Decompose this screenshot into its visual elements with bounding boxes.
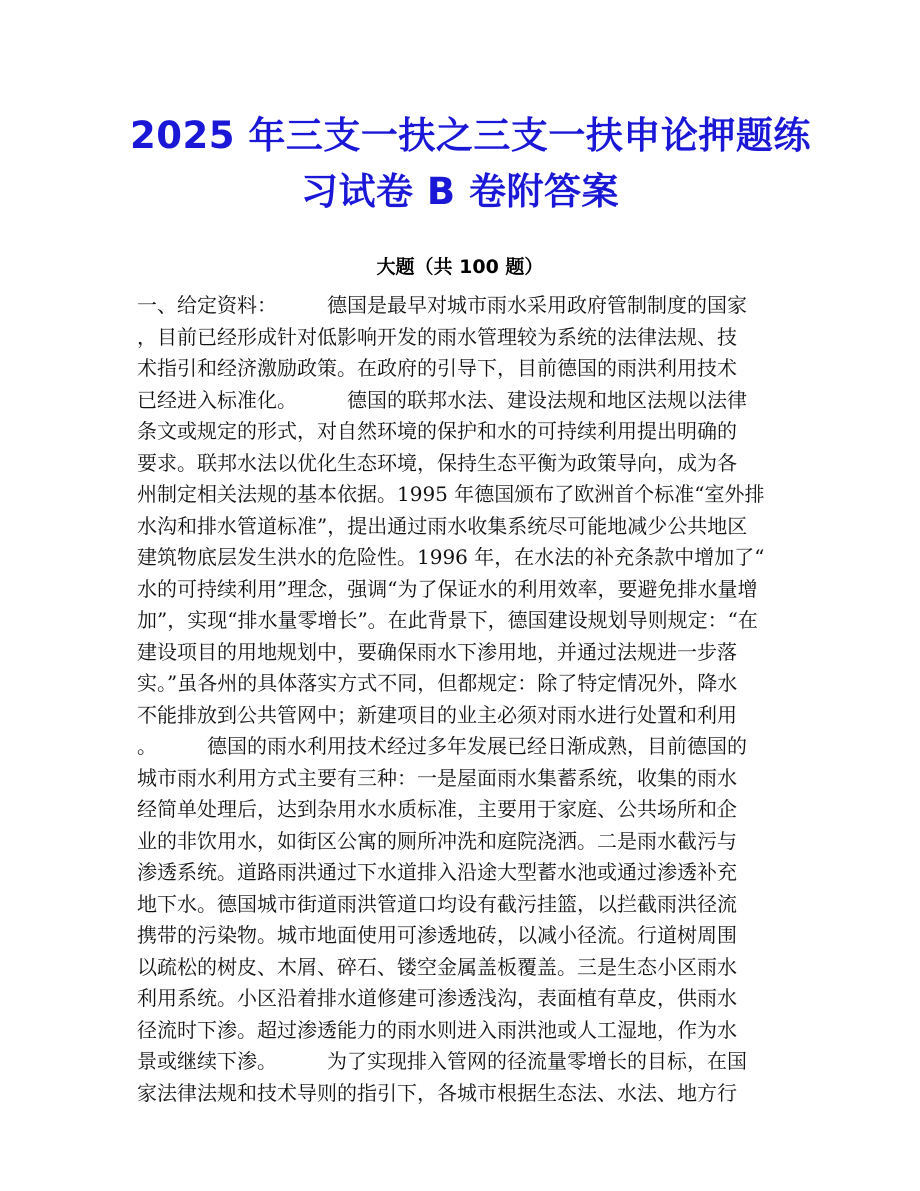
body-line: 不能排放到公共管网中；新建项目的业主必须对雨水进行处置和利用 [137,702,737,727]
body-line: 条文或规定的形式，对自然环境的保护和水的可持续利用提出明确的 [137,419,737,443]
body-line: 加”，实现“排水量零增长”。在此背景下，德国建设规划导则规定：“在 [137,608,758,632]
title-line-2: 习试卷 B 卷附答案 [301,170,619,213]
body-line: 渗透系统。道路雨洪通过下水道排入沿途大型蓄水池或通过渗透补充 [137,860,737,884]
body-line: 家法律法规和技术导则的指引下，各城市根据生态法、水法、地方行 [137,1080,737,1105]
body-line: 实。”虽各州的具体落实方式不同，但都规定：除了特定情况外，降水 [137,671,738,695]
body-line: 水的可持续利用”理念，强调“为了保证水的利用效率，要避免排水量增 [137,576,758,601]
body-line: 地下水。德国城市街道雨洪管道口均设有截污挂篮，以拦截雨洪径流 [137,891,737,916]
document-title [130,108,811,220]
title-line-1: 2025 年三支一扶之三支一扶申论押题练 [130,114,811,157]
body-line: 建筑物底层发生洪水的危险性。1996 年，在水法的补充条款中增加了“ [137,545,765,569]
body-line: 以疏松的树皮、木屑、碎石、镂空金属盖板覆盖。三是生态小区雨水 [137,954,737,979]
body-line: 一、给定资料： 德国是最早对城市雨水采用政府管制制度的国家 [137,293,747,317]
body-line: 携带的污染物。城市地面使用可渗透地砖，以减小径流。行道树周围 [137,923,737,947]
body-line: 术指引和经济激励政策。在政府的引导下，目前德国的雨洪利用技术 [137,356,737,380]
body-line: 已经进入标准化。 德国的联邦水法、建设法规和地区法规以法律 [137,387,747,412]
body-line: ，目前已经形成针对低影响开发的雨水管理较为系统的法律法规、技 [137,324,737,349]
body-line: 经简单处理后，达到杂用水水质标准，主要用于家庭、公共场所和企 [137,797,737,821]
section-heading: 大题（共 100 题） [376,256,544,278]
body-line: 水沟和排水管道标准”，提出通过雨水收集系统尽可能地减少公共地区 [137,513,748,538]
body-line: 利用系统。小区沿着排水道修建可渗透浅沟，表面植有草皮，供雨水 [137,986,737,1010]
body-line: 州制定相关法规的基本依据。1995 年德国颁布了欧洲首个标准“室外排 [137,482,765,506]
body-line: 要求。联邦水法以优化生态环境，保持生态平衡为政策导向，成为各 [137,450,737,475]
body-line: 城市雨水利用方式主要有三种：一是屋面雨水集蓄系统，收集的雨水 [137,765,737,790]
body-line: 建设项目的用地规划中，要确保雨水下渗用地，并通过法规进一步落 [137,639,737,664]
body-line: 。 德国的雨水利用技术经过多年发展已经日渐成熟，目前德国的 [137,734,747,758]
body-line: 景或继续下渗。 为了实现排入管网的径流量零增长的目标，在国 [137,1049,747,1073]
body-paragraph [137,290,787,1109]
body-line: 业的非饮用水，如街区公寓的厕所冲洗和庭院浇洒。二是雨水截污与 [137,828,737,853]
body-line: 径流时下渗。超过渗透能力的雨水则进入雨洪池或人工湿地，作为水 [137,1017,737,1042]
